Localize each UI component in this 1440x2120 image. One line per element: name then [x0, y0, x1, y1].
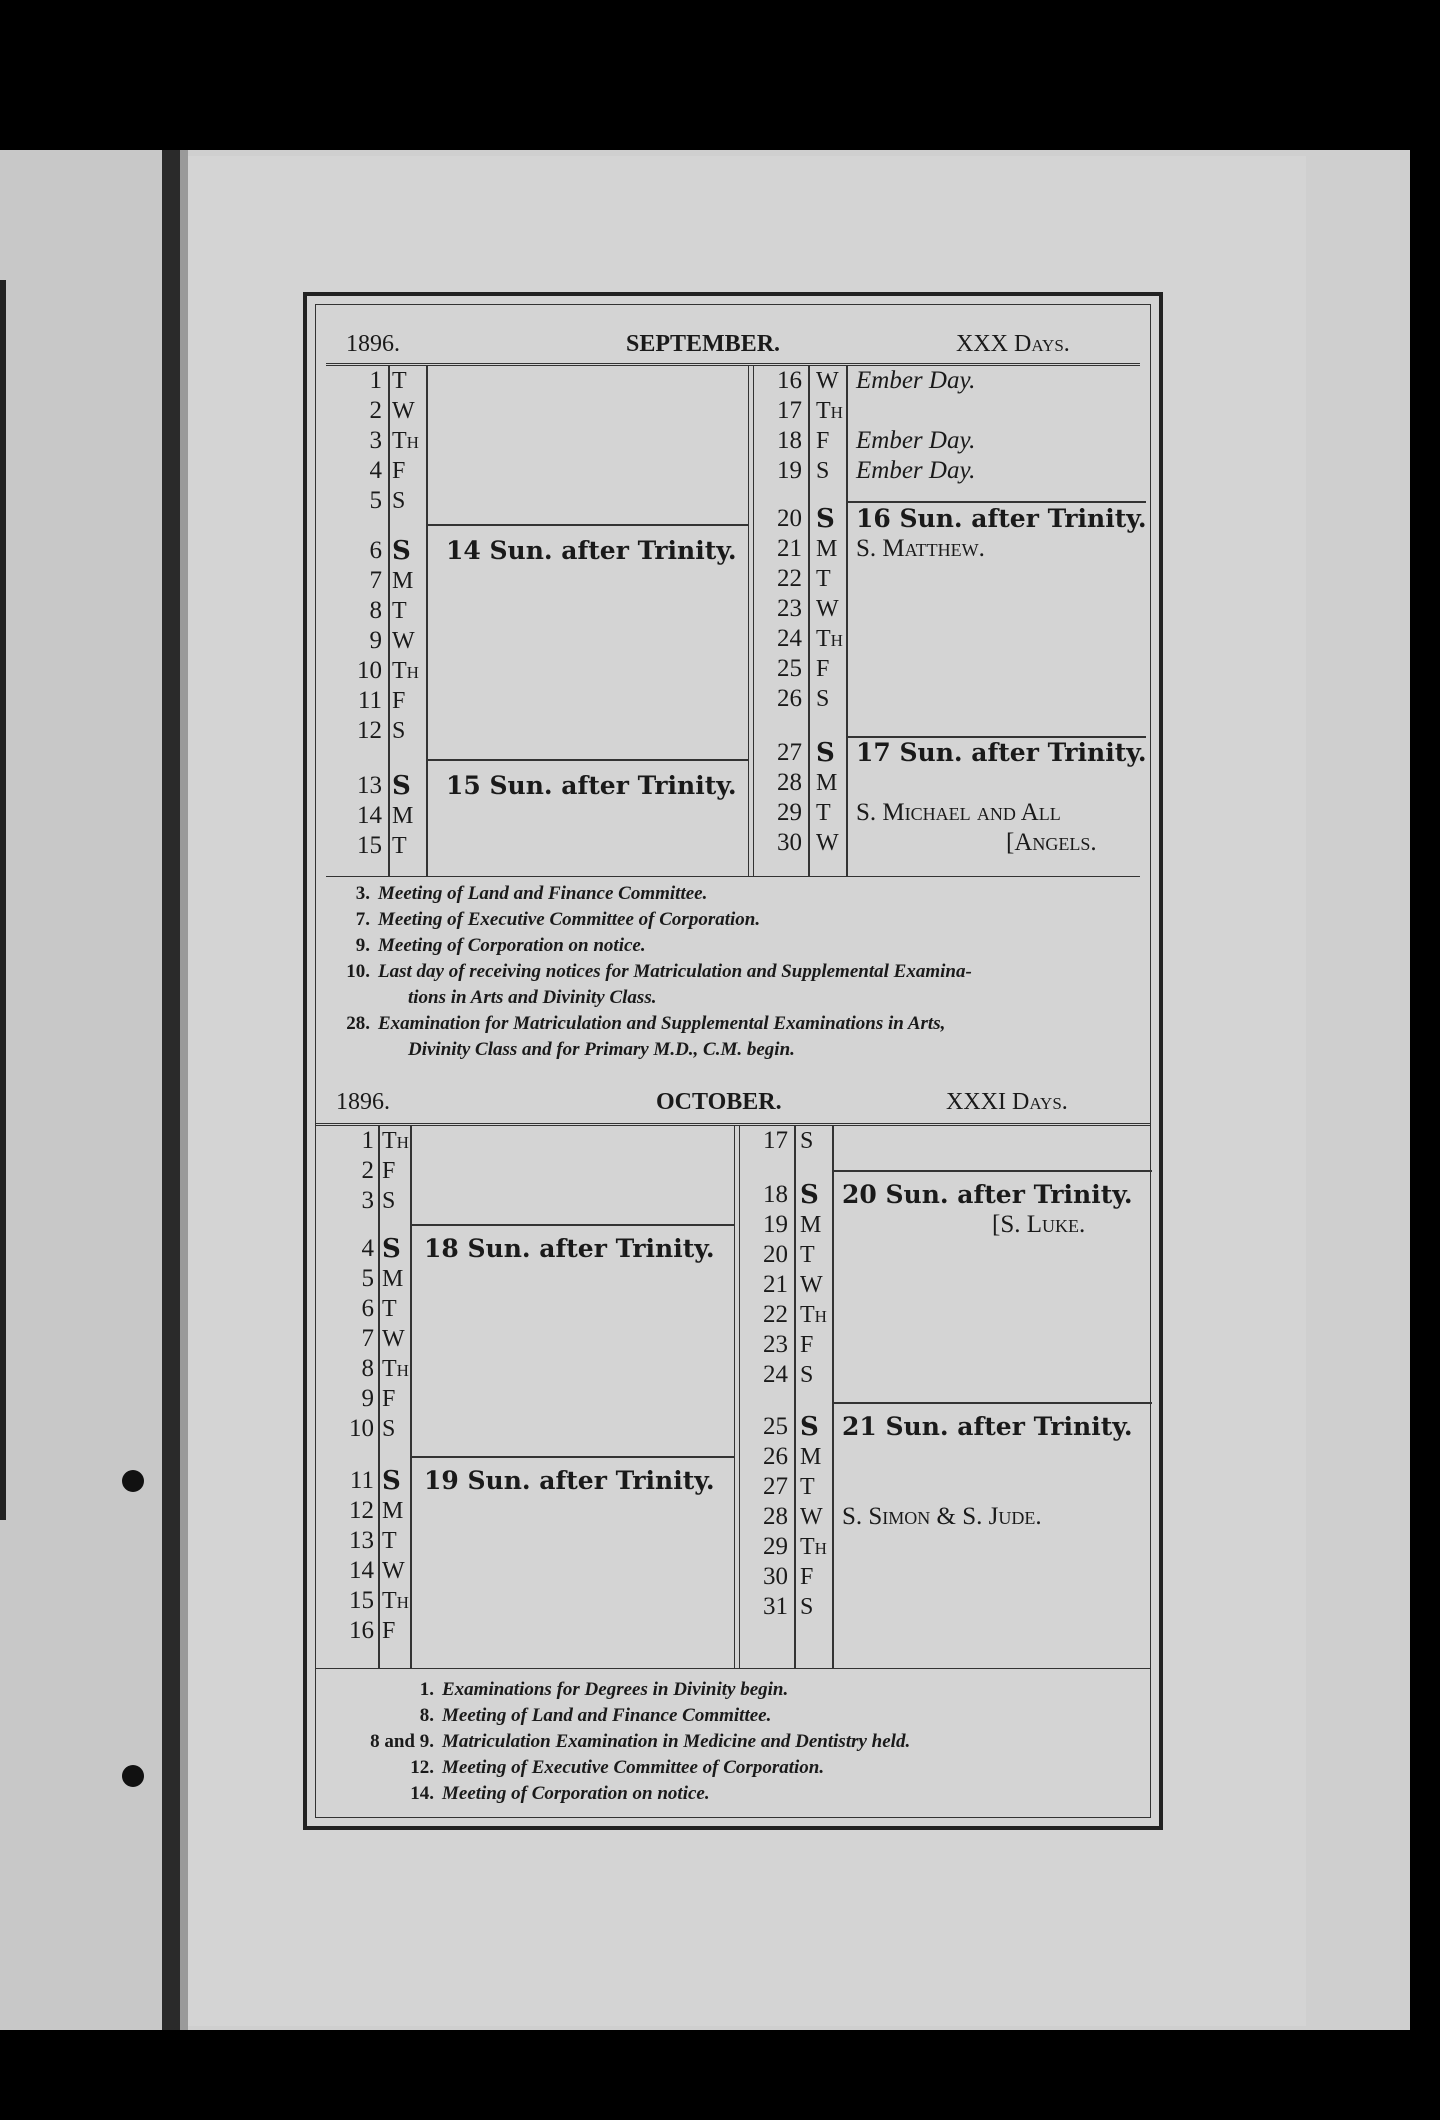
day-note: 18 Sun. after Trinity. [424, 1234, 715, 1263]
september-title: SEPTEMBER. [626, 331, 781, 357]
october-notes [356, 1679, 1136, 1809]
weekday-letter: F [816, 428, 830, 454]
weekday-letter: W [392, 398, 415, 424]
day-note: 19 Sun. after Trinity. [424, 1466, 715, 1495]
september-note-line [336, 883, 707, 905]
october-title: OCTOBER. [656, 1089, 782, 1115]
note-text: Meeting of Executive Committee of Corporation. [442, 1757, 825, 1778]
day-number: 30 [777, 829, 802, 856]
day-note: 21 Sun. after Trinity. [842, 1412, 1133, 1441]
calendar-frame [303, 292, 1163, 1830]
day-note: 15 Sun. after Trinity. [446, 771, 737, 800]
weekday-letter: S [392, 718, 406, 744]
weekday-letter: TH [382, 1128, 409, 1154]
weekday-letter: TH [382, 1356, 409, 1382]
weekday-letter: S [800, 1128, 814, 1154]
day-number: 29 [763, 1533, 788, 1560]
weekday-letter: T [800, 1474, 815, 1500]
weekday-letter: W [382, 1558, 405, 1584]
day-number: 11 [357, 687, 382, 714]
weekday-letter: T [816, 800, 831, 826]
october-header [316, 1083, 1150, 1121]
day-number: 17 [763, 1127, 788, 1154]
weekday-letter: TH [392, 658, 419, 684]
day-number: 21 [777, 535, 802, 562]
weekday-letter: F [382, 1386, 396, 1412]
day-number: 18 [777, 427, 802, 454]
note-key: 3. [355, 883, 370, 904]
weekday-letter: T [392, 598, 407, 624]
note-text: Meeting of Corporation on notice. [378, 935, 646, 956]
day-number: 15 [349, 1587, 374, 1614]
day-number: 1 [361, 1127, 374, 1154]
weekday-letter: M [382, 1266, 404, 1292]
weekday-letter: W [800, 1504, 823, 1530]
weekday-letter: F [800, 1564, 814, 1590]
weekday-letter: T [392, 368, 407, 394]
note-key: 9. [355, 935, 370, 956]
weekday-letter: S [382, 1234, 401, 1264]
september-notes [336, 883, 1136, 1073]
day-number: 29 [777, 799, 802, 826]
weekday-letter: F [816, 656, 830, 682]
weekday-letter: W [816, 368, 839, 394]
day-note: [S. Luke. [992, 1211, 1086, 1238]
day-number: 28 [777, 769, 802, 796]
weekday-letter: W [800, 1272, 823, 1298]
weekday-letter: S [816, 504, 835, 534]
weekday-letter: S [382, 1188, 396, 1214]
note-text: Divinity Class and for Primary M.D., C.M. begin. [408, 1039, 795, 1060]
day-number: 5 [361, 1265, 374, 1292]
day-number: 30 [763, 1563, 788, 1590]
day-number: 4 [369, 457, 382, 484]
october-note-line [356, 1757, 824, 1779]
day-number: 31 [763, 1593, 788, 1620]
day-number: 18 [763, 1181, 788, 1208]
day-number: 22 [763, 1301, 788, 1328]
weekday-letter: TH [816, 626, 843, 652]
day-note: S. Simon & S. Jude. [842, 1503, 1042, 1530]
day-note: S. Matthew. [856, 535, 985, 562]
day-number: 28 [763, 1503, 788, 1530]
day-number: 8 [369, 597, 382, 624]
weekday-letter: TH [816, 398, 843, 424]
weekday-letter: S [800, 1412, 819, 1442]
day-number: 6 [369, 537, 382, 564]
weekday-letter: F [392, 458, 406, 484]
weekday-letter: F [392, 688, 406, 714]
day-number: 27 [763, 1473, 788, 1500]
book-spine [162, 150, 182, 2030]
day-number: 21 [763, 1271, 788, 1298]
weekday-letter: S [392, 536, 411, 566]
october-note-line [356, 1731, 910, 1753]
october-note-line [356, 1705, 771, 1727]
note-text: Examination for Matriculation and Supplemental Examinations in Arts, [378, 1013, 946, 1034]
day-number: 9 [361, 1385, 374, 1412]
weekday-letter: S [392, 488, 406, 514]
day-number: 19 [763, 1211, 788, 1238]
september-days: XXX Days. [956, 331, 1070, 357]
day-number: 9 [369, 627, 382, 654]
weekday-letter: W [816, 830, 839, 856]
day-number: 7 [361, 1325, 374, 1352]
note-key: 8 and 9. [370, 1731, 434, 1752]
weekday-letter: M [392, 803, 414, 829]
day-note: 14 Sun. after Trinity. [446, 536, 737, 565]
september-note-line [336, 935, 646, 957]
note-text: Meeting of Executive Committee of Corporation. [378, 909, 761, 930]
day-number: 12 [349, 1497, 374, 1524]
day-number: 6 [361, 1295, 374, 1322]
day-number: 22 [777, 565, 802, 592]
day-number: 27 [777, 739, 802, 766]
day-note: [Angels. [1006, 829, 1097, 856]
day-note: 20 Sun. after Trinity. [842, 1180, 1133, 1209]
note-text: Meeting of Land and Finance Committee. [378, 883, 708, 904]
day-number: 8 [361, 1355, 374, 1382]
binding-knot [122, 1470, 144, 1492]
weekday-letter: T [800, 1242, 815, 1268]
weekday-letter: M [800, 1212, 822, 1238]
day-number: 19 [777, 457, 802, 484]
weekday-letter: S [816, 686, 830, 712]
weekday-letter: M [800, 1444, 822, 1470]
left-page-edge [0, 150, 172, 2030]
weekday-letter: M [816, 536, 838, 562]
day-number: 25 [763, 1413, 788, 1440]
weekday-letter: F [382, 1618, 396, 1644]
weekday-letter: S [382, 1416, 396, 1442]
weekday-letter: W [816, 596, 839, 622]
day-number: 24 [763, 1361, 788, 1388]
note-text: Examinations for Degrees in Divinity begin. [442, 1679, 789, 1700]
weekday-letter: M [816, 770, 838, 796]
october-year: 1896. [336, 1089, 390, 1115]
day-number: 10 [349, 1415, 374, 1442]
note-key: 14. [410, 1783, 434, 1804]
day-number: 5 [369, 487, 382, 514]
weekday-letter: F [382, 1158, 396, 1184]
september-note-line [336, 909, 760, 931]
day-number: 2 [361, 1157, 374, 1184]
weekday-letter: M [382, 1498, 404, 1524]
day-number: 3 [361, 1187, 374, 1214]
day-number: 7 [369, 567, 382, 594]
day-note: Ember Day. [856, 367, 976, 394]
day-number: 23 [777, 595, 802, 622]
september-note-line [336, 1013, 945, 1035]
day-number: 23 [763, 1331, 788, 1358]
day-note: 16 Sun. after Trinity. [856, 504, 1147, 533]
october-note-line [356, 1679, 788, 1701]
weekday-letter: S [392, 771, 411, 801]
weekday-letter: M [392, 568, 414, 594]
october-calendar [316, 1123, 1150, 1669]
september-note-line [336, 961, 972, 983]
day-number: 4 [361, 1235, 374, 1262]
day-number: 16 [349, 1617, 374, 1644]
day-number: 10 [357, 657, 382, 684]
note-text: tions in Arts and Divinity Class. [408, 987, 657, 1008]
day-note: 17 Sun. after Trinity. [856, 738, 1147, 767]
note-text: Meeting of Land and Finance Committee. [442, 1705, 772, 1726]
september-year: 1896. [346, 331, 400, 357]
weekday-letter: S [800, 1594, 814, 1620]
day-number: 25 [777, 655, 802, 682]
day-number: 13 [357, 772, 382, 799]
day-number: 24 [777, 625, 802, 652]
note-text: Meeting of Corporation on notice. [442, 1783, 710, 1804]
day-number: 2 [369, 397, 382, 424]
day-number: 11 [349, 1467, 374, 1494]
day-number: 17 [777, 397, 802, 424]
september-note-line [336, 987, 656, 1009]
day-number: 1 [369, 367, 382, 394]
weekday-letter: T [382, 1528, 397, 1554]
september-note-line [336, 1039, 795, 1061]
october-days: XXXI Days. [946, 1089, 1068, 1115]
binding-knot [122, 1765, 144, 1787]
note-key: 28. [346, 1013, 370, 1034]
day-number: 12 [357, 717, 382, 744]
weekday-letter: T [392, 833, 407, 859]
day-note: Ember Day. [856, 427, 976, 454]
day-number: 13 [349, 1527, 374, 1554]
weekday-letter: F [800, 1332, 814, 1358]
september-header [316, 325, 1150, 363]
weekday-letter: TH [392, 428, 419, 454]
day-number: 26 [777, 685, 802, 712]
weekday-letter: T [816, 566, 831, 592]
note-text: Matriculation Examination in Medicine and Dentistry held. [442, 1731, 911, 1752]
weekday-letter: W [392, 628, 415, 654]
day-number: 14 [349, 1557, 374, 1584]
day-number: 20 [777, 505, 802, 532]
note-key: 12. [410, 1757, 434, 1778]
day-number: 16 [777, 367, 802, 394]
day-number: 26 [763, 1443, 788, 1470]
weekday-letter: TH [800, 1302, 827, 1328]
note-key: 1. [419, 1679, 434, 1700]
day-note: S. Michael and All [856, 799, 1061, 826]
weekday-letter: TH [800, 1534, 827, 1560]
note-text: Last day of receiving notices for Matriculation and Supplemental Examina- [378, 961, 972, 982]
weekday-letter: S [800, 1180, 819, 1210]
weekday-letter: S [382, 1466, 401, 1496]
day-number: 15 [357, 832, 382, 859]
day-number: 20 [763, 1241, 788, 1268]
note-key: 10. [346, 961, 370, 982]
note-key: 8. [419, 1705, 434, 1726]
october-note-line [356, 1783, 710, 1805]
weekday-letter: TH [382, 1588, 409, 1614]
weekday-letter: T [382, 1296, 397, 1322]
day-number: 14 [357, 802, 382, 829]
weekday-letter: S [800, 1362, 814, 1388]
weekday-letter: S [816, 738, 835, 768]
day-number: 3 [369, 427, 382, 454]
september-calendar [326, 363, 1147, 877]
note-key: 7. [355, 909, 370, 930]
weekday-letter: S [816, 458, 830, 484]
weekday-letter: W [382, 1326, 405, 1352]
day-note: Ember Day. [856, 457, 976, 484]
